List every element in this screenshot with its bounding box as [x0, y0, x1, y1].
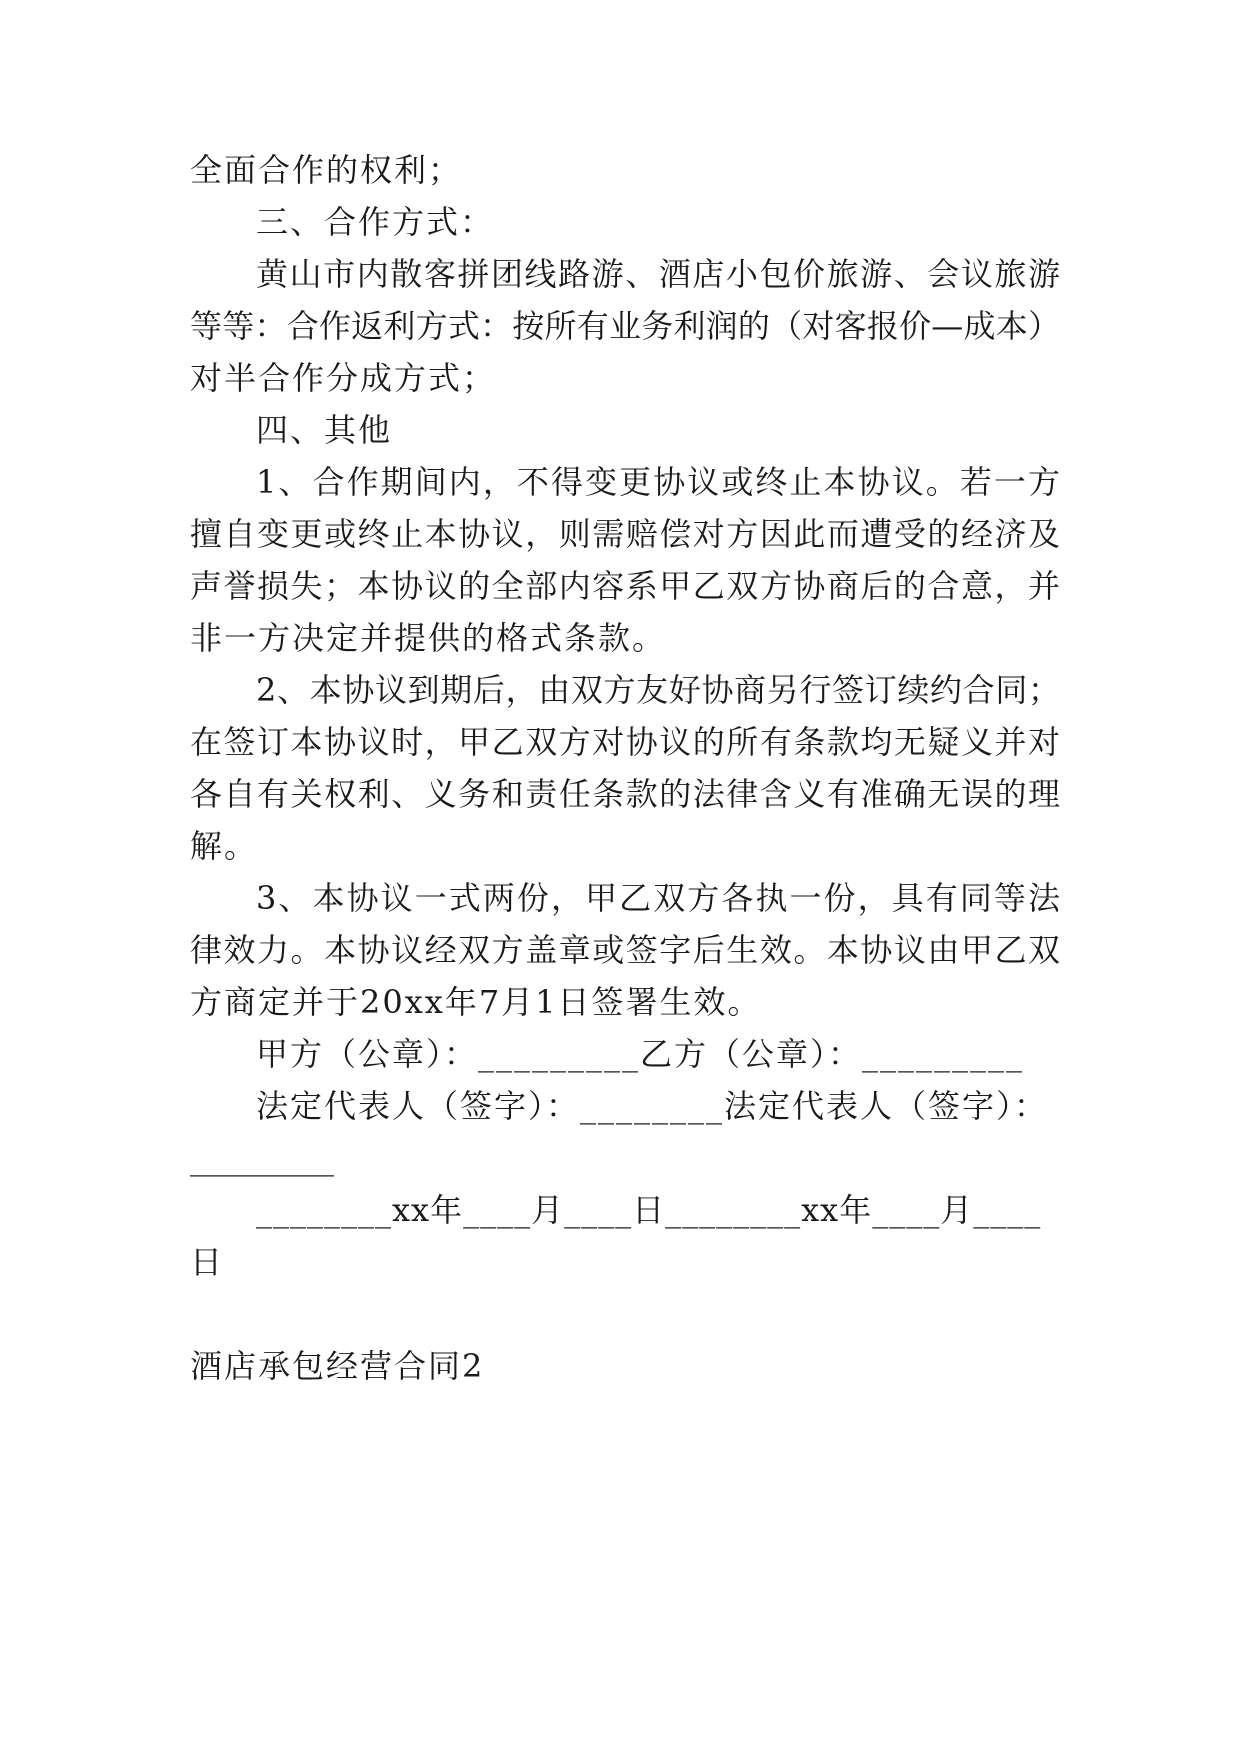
signature-line-representative: 法定代表人（签字）：________法定代表人（签字）： [256, 1087, 1049, 1125]
paragraph-line: 声誉损失；本协议的全部内容系甲乙双方协商后的合意，并 [190, 567, 1060, 605]
section-heading: 三、合作方式： [256, 203, 495, 241]
paragraph-line: 方商定并于20xx年7月1日签署生效。 [190, 983, 762, 1021]
paragraph-line: 在签订本协议时，甲乙双方对协议的所有条款均无疑义并对 [190, 723, 1060, 761]
paragraph-line: 1、合作期间内，不得变更协议或终止本协议。若一方 [256, 463, 1060, 501]
section-heading: 四、其他 [256, 411, 393, 449]
signature-blank: _________ [190, 1139, 334, 1177]
paragraph-line: 擅自变更或终止本协议，则需赔偿对方因此而遭受的经济及 [190, 515, 1060, 553]
signature-date-day: 日 [190, 1243, 225, 1281]
paragraph-line: 各自有关权利、义务和责任条款的法律含义有准确无误的理 [190, 775, 1060, 813]
paragraph-line: 律效力。本协议经双方盖章或签字后生效。本协议由甲乙双 [190, 931, 1060, 969]
next-document-title: 酒店承包经营合同2 [190, 1347, 485, 1385]
paragraph-line: 3、本协议一式两份，甲乙双方各执一份，具有同等法 [256, 879, 1060, 917]
paragraph-line: 2、本协议到期后，由双方友好协商另行签订续约合同； [256, 671, 1060, 709]
paragraph-line: 非一方决定并提供的格式条款。 [190, 619, 667, 657]
paragraph-line: 对半合作分成方式； [190, 359, 497, 397]
paragraph-line: 黄山市内散客拼团线路游、酒店小包价旅游、会议旅游 [256, 255, 1060, 293]
signature-line-seal: 甲方（公章）：_________乙方（公章）：_________ [256, 1035, 1025, 1073]
paragraph-line: 等等：合作返利方式：按所有业务利润的（对客报价—成本） [190, 307, 1060, 345]
signature-date-line: ________xx年____月____日________xx年____月____ [256, 1191, 1042, 1229]
paragraph-line: 全面合作的权利； [190, 151, 463, 189]
paragraph-line: 解。 [190, 827, 259, 865]
